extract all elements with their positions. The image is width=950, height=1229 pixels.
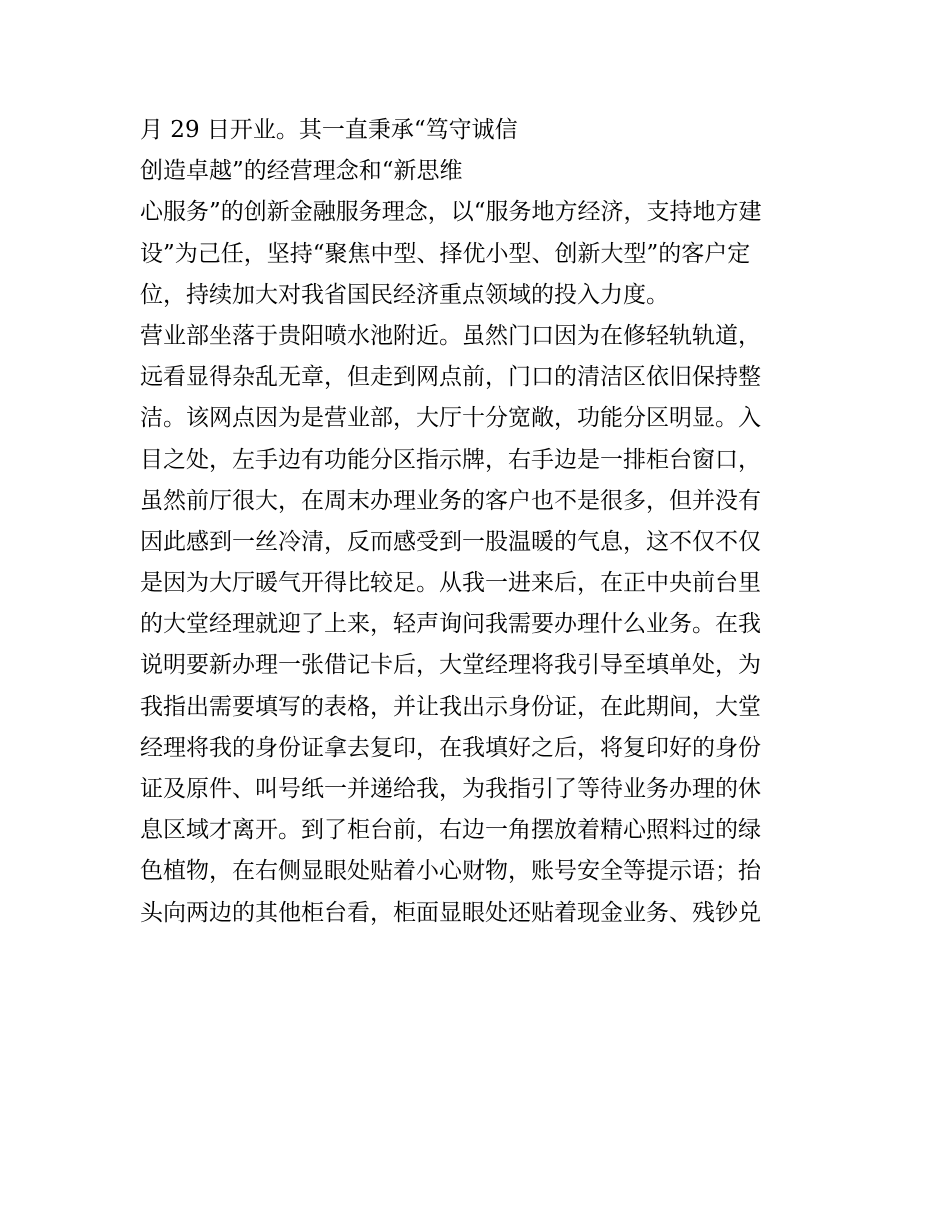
text-line: 色植物，在右侧显眼处贴着小心财物，账号安全等提示语；抬 <box>140 858 761 885</box>
text-line: 因此感到一丝冷清，反而感受到一股温暖的气息，这不仅不仅 <box>140 528 761 555</box>
text-line: 是因为大厅暖气开得比较足。从我一进来后，在正中央前台里 <box>140 570 761 597</box>
text-line: 远看显得杂乱无章，但走到网点前，门口的清洁区依旧保持整 <box>140 364 761 391</box>
text-line: 目之处，左手边有功能分区指示牌，右手边是一排柜台窗口， <box>140 446 761 473</box>
text-line: 月 29 日开业。其一直秉承“笃守诚信 <box>140 117 518 143</box>
text-line: 息区域才离开。到了柜台前，右边一角摆放着精心照料过的绿 <box>140 817 761 844</box>
document-body <box>140 110 812 934</box>
text-line: 证及原件、叫号纸一并递给我，为我指引了等待业务办理的休 <box>140 776 761 802</box>
text-line: 洁。该网点因为是营业部，大厅十分宽敞，功能分区明显。入 <box>140 405 761 432</box>
text-line: 心服务”的创新金融服务理念，以“服务地方经济，支持地方建 <box>140 199 762 226</box>
text-line: 头向两边的其他柜台看，柜面显眼处还贴着现金业务、残钞兑 <box>140 899 761 926</box>
text-line: 说明要新办理一张借记卡后，大堂经理将我引导至填单处，为 <box>140 652 761 679</box>
text-line: 设”为己任，坚持“聚焦中型、择优小型、创新大型”的客户定 <box>140 240 751 267</box>
text-line: 位，持续加大对我省国民经济重点领域的投入力度。 <box>140 281 669 308</box>
text-line: 营业部坐落于贵阳喷水池附近。虽然门口因为在修轻轨轨道， <box>140 322 761 349</box>
text-line: 创造卓越”的经营理念和“新思维 <box>140 158 463 185</box>
text-line: 经理将我的身份证拿去复印，在我填好之后，将复印好的身份 <box>140 734 761 761</box>
text-line: 虽然前厅很大，在周末办理业务的客户也不是很多，但并没有 <box>140 487 761 514</box>
text-line: 的大堂经理就迎了上来，轻声询问我需要办理什么业务。在我 <box>140 611 761 638</box>
text-line: 我指出需要填写的表格，并让我出示身份证，在此期间，大堂 <box>140 693 761 720</box>
